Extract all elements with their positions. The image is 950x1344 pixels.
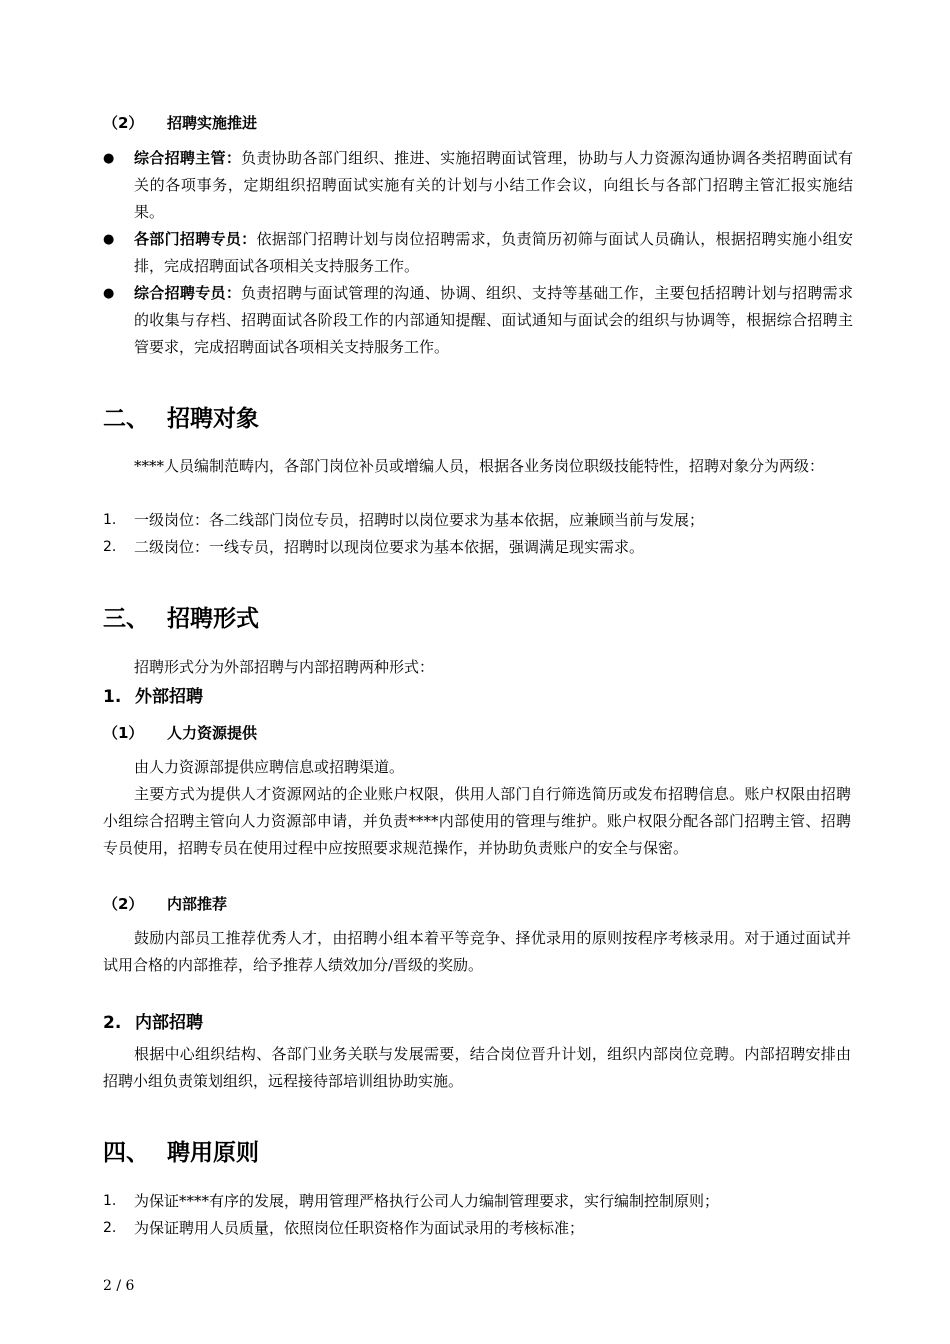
paragraph: 主要方式为提供人才资源网站的企业账户权限，供用人部门自行筛选简历或发布招聘信息。账户权限由招聘小组综合招聘主管向人力资源部申请，并负责****内部使用的管理与维护。账户权限分配各部门招聘主管、招聘专员使用，招聘专员在使用过程中应按照要求规范操作，并协助负责账户的安全与保密。 (103, 785, 851, 857)
section-heading-3 (103, 600, 259, 633)
paragraph: 由人力资源部提供应聘信息或招聘渠道。 (134, 758, 405, 776)
subheading-title: 人力资源提供 (167, 724, 258, 742)
bullet-icon: ● (103, 286, 115, 301)
subsection-heading-internal (103, 1008, 203, 1033)
bullet-item (103, 280, 853, 361)
heading-title: 聘用原则 (167, 1140, 259, 1166)
page-number: 2 / 6 (103, 1278, 135, 1294)
item-number: 1. (103, 512, 117, 528)
heading-number: 1. (103, 687, 122, 707)
subheading-hr-provide (103, 722, 257, 743)
item-number: 2. (103, 1220, 117, 1236)
heading-title: 内部招聘 (135, 1013, 203, 1033)
subheading-internal-referral (103, 893, 227, 914)
subheading-title: 内部推荐 (167, 895, 228, 913)
item-number: 1. (103, 1193, 117, 1209)
bullet-text: 依据部门招聘计划与岗位招聘需求，负责简历初筛与面试人员确认，根据招聘实施小组安排，完成招聘面试各项相关支持服务工作。 (134, 230, 853, 275)
subheading-recruit-impl (103, 112, 257, 133)
section-heading-2 (103, 400, 259, 433)
paragraph: 鼓励内部员工推荐优秀人才，由招聘小组本着平等竞争、择优录用的原则按程序考核录用。对于通过面试并试用合格的内部推荐，给予推荐人绩效加分/晋级的奖励。 (103, 929, 851, 974)
subheading-number: （1） (103, 724, 144, 742)
bullet-item (103, 145, 853, 226)
item-number: 2. (103, 539, 117, 555)
bullet-item (103, 226, 853, 280)
bullet-term: 各部门招聘专员 (134, 230, 242, 248)
heading-number: 2. (103, 1013, 122, 1033)
heading-number: 二、 (103, 406, 149, 432)
section-heading-4 (103, 1134, 259, 1167)
item-text: 二级岗位：一线专员，招聘时以现岗位要求为基本依据，强调满足现实需求。 (134, 538, 645, 556)
paragraph: ****人员编制范畴内，各部门岗位补员或增编人员，根据各业务岗位职级技能特性，招聘对象分为两级： (134, 457, 825, 475)
heading-number: 三、 (103, 606, 149, 632)
bullet-separator: ： (225, 149, 242, 167)
item-text: 一级岗位：各二线部门岗位专员，招聘时以岗位要求为基本依据，应兼顾当前与发展； (134, 511, 705, 529)
bullet-icon: ● (103, 232, 115, 247)
subheading-number: （2） (103, 114, 144, 132)
heading-number: 四、 (103, 1140, 149, 1166)
bullet-text: 负责协助各部门组织、推进、实施招聘面试管理，协助与人力资源沟通协调各类招聘面试有关的各项事务，定期组织招聘面试实施有关的计划与小结工作会议，向组长与各部门招聘主管汇报实施结果。 (134, 149, 853, 221)
numbered-item (103, 1188, 851, 1215)
item-text: 为保证聘用人员质量，依照岗位任职资格作为面试录用的考核标准； (134, 1219, 585, 1237)
bullet-separator: ： (241, 230, 257, 248)
bullet-icon: ● (103, 151, 115, 166)
heading-title: 外部招聘 (135, 687, 203, 707)
subheading-title: 招聘实施推进 (167, 114, 258, 132)
item-text: 为保证****有序的发展，聘用管理严格执行公司人力编制管理要求，实行编制控制原则； (134, 1192, 720, 1210)
numbered-item (103, 534, 851, 561)
bullet-text: 负责招聘与面试管理的沟通、协调、组织、支持等基础工作，主要包括招聘计划与招聘需求的收集与存档、招聘面试各阶段工作的内部通知提醒、面试通知与面试会的组织与协调等，根据综合招聘主管要求，完成招聘面试各项相关支持服务工作。 (134, 284, 853, 356)
paragraph: 根据中心组织结构、各部门业务关联与发展需要，结合岗位晋升计划，组织内部岗位竞聘。内部招聘安排由招聘小组负责策划组织，远程接待部培训组协助实施。 (103, 1045, 851, 1090)
heading-title: 招聘形式 (167, 606, 259, 632)
bullet-term: 综合招聘专员 (134, 284, 226, 302)
subheading-number: （2） (103, 895, 144, 913)
bullet-separator: ： (225, 284, 242, 302)
subsection-heading-external (103, 682, 203, 707)
numbered-item (103, 1215, 851, 1242)
bullet-term: 综合招聘主管 (134, 149, 226, 167)
paragraph: 招聘形式分为外部招聘与内部招聘两种形式： (134, 658, 435, 676)
heading-title: 招聘对象 (167, 406, 259, 432)
numbered-item (103, 507, 851, 534)
